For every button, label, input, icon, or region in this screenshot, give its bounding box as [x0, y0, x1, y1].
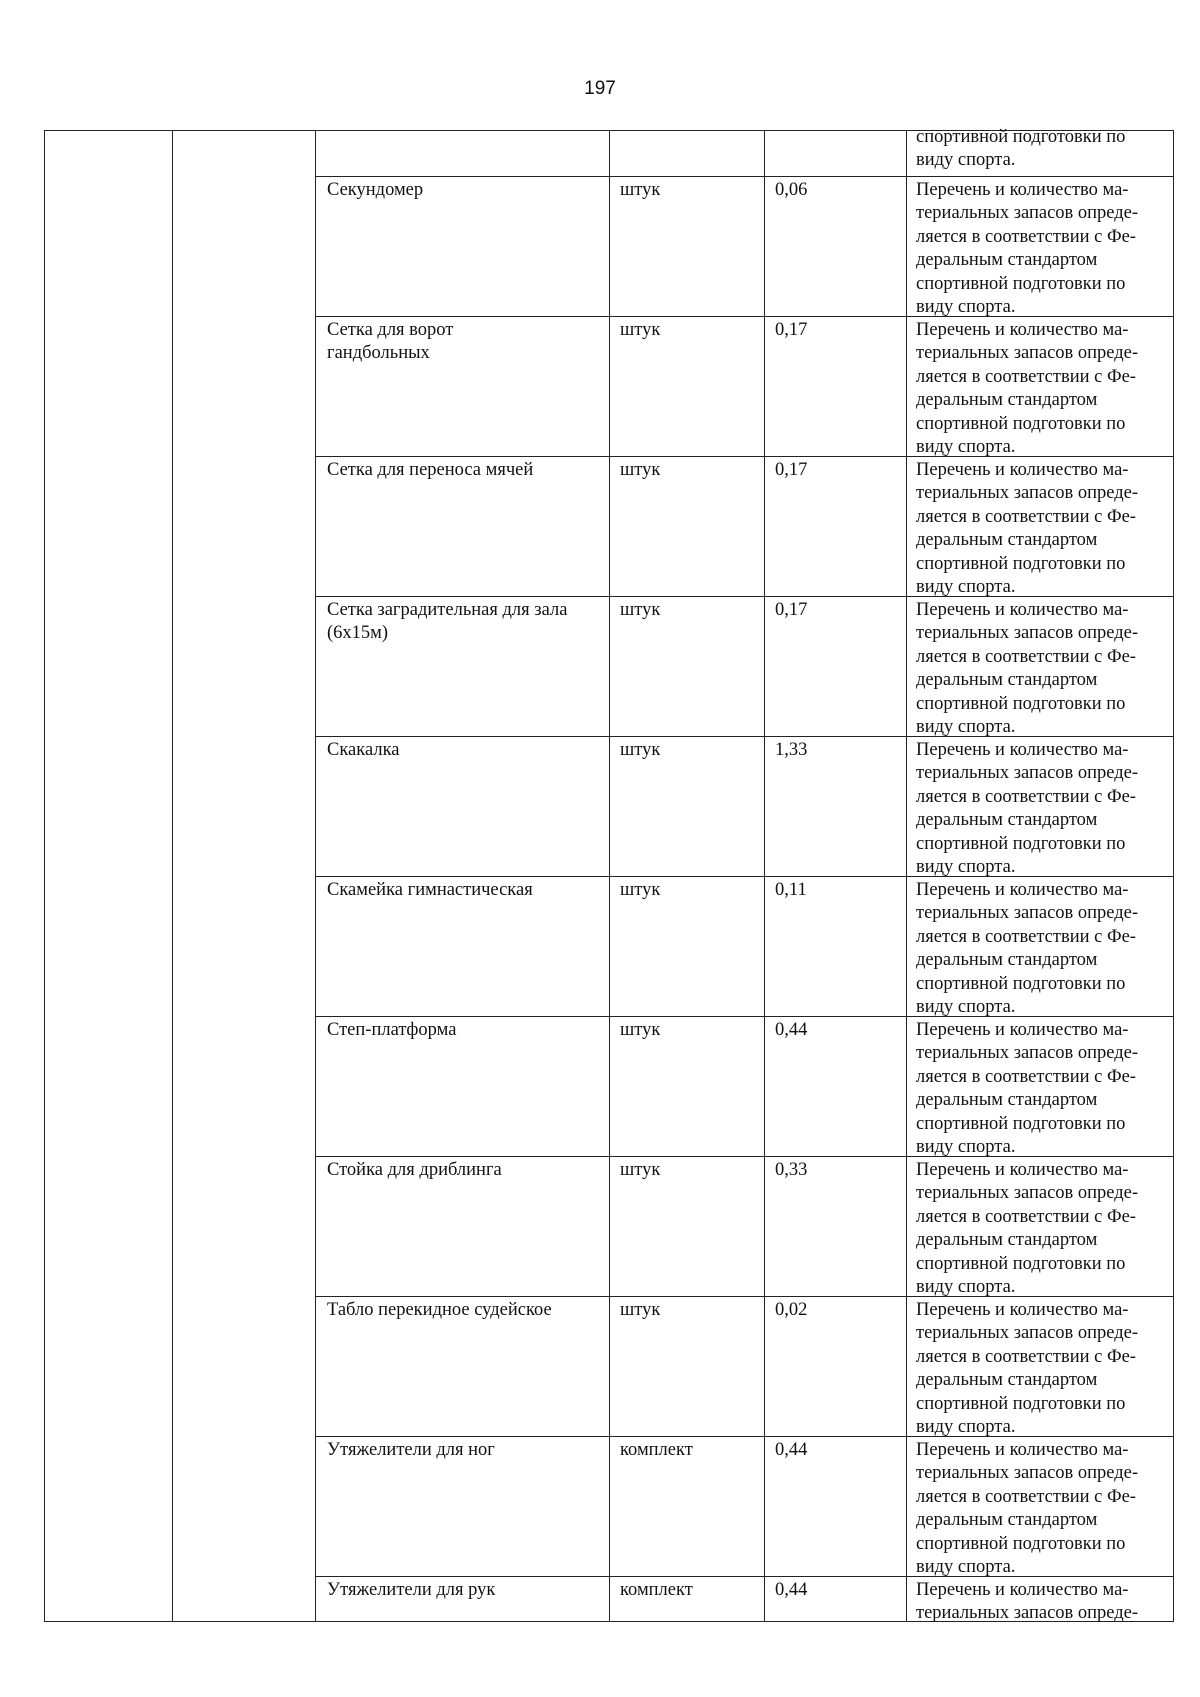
item-quantity: 0,44	[775, 1020, 808, 1040]
item-note: Перечень и количество ма- териальных запасов опреде- ляется в соответствии с Фе- деральным стандартом спортивной подготовки по виду спорта.	[916, 460, 1139, 598]
item-quantity: 0,17	[775, 600, 808, 620]
item-note: Перечень и количество ма- териальных запасов опреде- ляется в соответствии с Фе- деральным стандартом спортивной подготовки по виду спорта.	[916, 740, 1139, 878]
column-divider	[172, 131, 173, 1621]
row-divider	[315, 596, 1173, 597]
item-quantity: 0,11	[775, 880, 807, 900]
page-number: 197	[584, 78, 616, 99]
row-divider	[315, 1576, 1173, 1577]
row-divider	[315, 456, 1173, 457]
item-quantity: 0,44	[775, 1440, 808, 1460]
item-name: Степ-платформа	[327, 1020, 457, 1040]
continued-note: спортивной подготовки по виду спорта.	[916, 127, 1126, 171]
item-quantity: 0,33	[775, 1160, 808, 1180]
item-name: Скакалка	[327, 740, 400, 760]
item-unit: штук	[620, 740, 661, 760]
item-note: Перечень и количество ма- териальных запасов опреде- ляется в соответствии с Фе- деральным стандартом спортивной подготовки по виду спорта.	[916, 320, 1139, 458]
item-note: Перечень и количество ма- териальных запасов опреде- ляется в соответствии с Фе- деральным стандартом спортивной подготовки по виду спорта.	[916, 1440, 1139, 1578]
item-name: Утяжелители для ног	[327, 1440, 495, 1460]
item-name: Сетка для ворот гандбольных	[327, 320, 454, 364]
item-note: Перечень и количество ма- териальных запасов опреде- ляется в соответствии с Фе- деральным стандартом спортивной подготовки по виду спорта.	[916, 180, 1139, 318]
item-note: Перечень и количество ма- териальных запасов опреде- ляется в соответствии с Фе- деральным стандартом спортивной подготовки по виду спорта.	[916, 1020, 1139, 1158]
item-quantity: 0,44	[775, 1580, 808, 1600]
item-note: Перечень и количество ма- териальных запасов опреде- ляется в соответствии с Фе- деральным стандартом спортивной подготовки по виду спорта.	[916, 1300, 1139, 1438]
item-quantity: 0,17	[775, 320, 808, 340]
item-unit: штук	[620, 1020, 661, 1040]
row-divider	[315, 316, 1173, 317]
item-name: Утяжелители для рук	[327, 1580, 496, 1600]
row-divider	[315, 1016, 1173, 1017]
item-unit: штук	[620, 180, 661, 200]
item-name: Сетка заградительная для зала (6х15м)	[327, 600, 568, 644]
item-note: Перечень и количество ма- териальных запасов опреде- ляется в соответствии с Фе- деральным стандартом спортивной подготовки по виду спорта.	[916, 1160, 1139, 1298]
item-name: Стойка для дриблинга	[327, 1160, 502, 1180]
item-unit: штук	[620, 600, 661, 620]
item-note: Перечень и количество ма- териальных запасов опреде- ляется в соответствии с Фе- деральным стандартом спортивной подготовки по виду спорта.	[916, 880, 1139, 1018]
item-quantity: 0,06	[775, 180, 808, 200]
item-name: Скамейка гимнастическая	[327, 880, 533, 900]
item-unit: штук	[620, 1160, 661, 1180]
item-unit: штук	[620, 460, 661, 480]
row-divider	[315, 736, 1173, 737]
row-divider	[315, 876, 1173, 877]
row-divider	[315, 1296, 1173, 1297]
item-quantity: 0,02	[775, 1300, 808, 1320]
item-quantity: 1,33	[775, 740, 808, 760]
row-divider	[315, 1156, 1173, 1157]
equipment-table	[44, 127, 1174, 1624]
item-quantity: 0,17	[775, 460, 808, 480]
item-unit: комплект	[620, 1440, 693, 1460]
item-unit: комплект	[620, 1580, 693, 1600]
row-divider	[315, 176, 1173, 177]
item-unit: штук	[620, 320, 661, 340]
item-note: Перечень и количество ма- териальных запасов опреде- ляется в соответствии с Фе- деральным стандартом спортивной подготовки по виду спорта.	[916, 600, 1139, 738]
item-unit: штук	[620, 1300, 661, 1320]
item-unit: штук	[620, 880, 661, 900]
item-name: Секундомер	[327, 180, 424, 200]
row-divider	[315, 1436, 1173, 1437]
item-name: Табло перекидное судейское	[327, 1300, 552, 1320]
item-name: Сетка для переноса мячей	[327, 460, 534, 480]
item-note: Перечень и количество ма- териальных запасов опреде-	[916, 1580, 1139, 1624]
